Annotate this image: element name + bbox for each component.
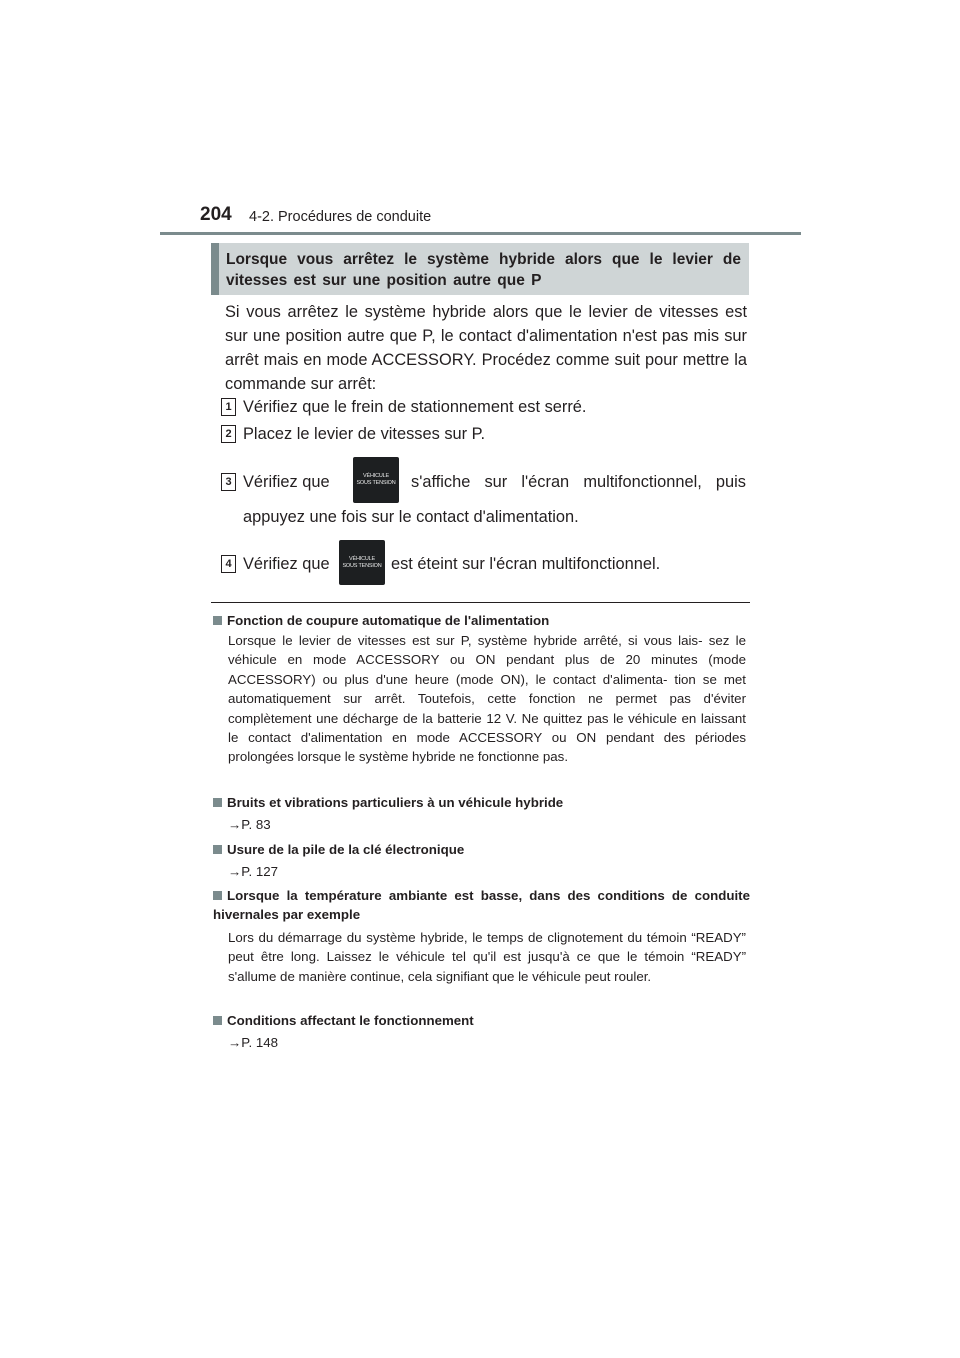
square-bullet-icon [213, 891, 222, 900]
page-reference: →P. 127 [228, 864, 279, 879]
note-title: Conditions affectant le fonctionnement [227, 1013, 474, 1028]
note-body: Lors du démarrage du système hybride, le temps de clignotement du témoin “READY” peut être long. Laissez le véhicule tel qu'il est jusqu'à ce que le témoin “READY” s'allume de manière continue, cela signifiant que le véhicule peut rouler. [228, 930, 746, 984]
note-title: Usure de la pile de la clé électronique [227, 842, 465, 857]
note-title: Fonction de coupure automatique de l'alimentation [227, 613, 550, 628]
header-divider [160, 232, 801, 235]
display-line-1: VÉHICULE [363, 473, 389, 479]
step-text-2: Placez le levier de vitesses sur P. [243, 425, 486, 443]
section-banner [211, 243, 749, 295]
page-reference: →P. 83 [228, 817, 271, 832]
vehicle-powered-display-icon [353, 457, 399, 503]
step-text-4-before: Vérifiez que [243, 555, 330, 573]
square-bullet-icon [213, 1016, 222, 1025]
display-line-1: VÉHICULE [349, 555, 375, 562]
step-text-3-line2: appuyez une fois sur le contact d'alimentation. [243, 508, 579, 526]
step-text-3-before: Vérifiez que [243, 473, 330, 491]
section-title: 4-2. Procédures de conduite [249, 209, 432, 225]
step-number-2: 2 [221, 425, 236, 443]
step-text-4-after: est éteint sur l'écran multifonctionnel. [391, 555, 661, 573]
note-heading [213, 611, 750, 630]
note-heading [213, 886, 750, 924]
step-number-3: 3 [221, 473, 236, 491]
square-bullet-icon [213, 845, 222, 854]
note-heading [213, 793, 750, 812]
display-line-2: SOUS TENSION [342, 562, 382, 569]
square-bullet-icon [213, 616, 222, 625]
square-bullet-icon [213, 798, 222, 807]
note-title: Lorsque la température ambiante est basse, dans des conditions de conduite hivernales par exemple [213, 888, 750, 922]
display-line-2: SOUS TENSION [356, 480, 396, 486]
note-title: Bruits et vibrations particuliers à un véhicule hybride [227, 795, 564, 810]
note-body: Lorsque le levier de vitesses est sur P, système hybride arrêté, si vous lais- sez le véhicule en mode ACCESSORY ou ON pendant plus de 20 minutes (mode ACCESSORY) ou plus d'une heure (mode ON), le contact d'alimenta- tion se met automatiquement sur arrêt. Toutefois, cette fonction ne permet pas d'éviter complètement une décharge de la batterie 12 V. Ne quittez pas le véhicule en laissant le contact d'alimentation en mode ACCESSORY ou ON pendant des périodes prolongées lorsque le système hybride ne fonctionne pas. [228, 633, 746, 765]
intro-paragraph: Si vous arrêtez le système hybride alors que le levier de vitesses est sur une position autre que P, le contact d'alimentation n'est pas mis sur arrêt mais en mode ACCESSORY. Procédez comme suit pour mettre la commande sur arrêt: [225, 303, 747, 393]
vehicle-powered-display-icon [339, 540, 385, 585]
page-number: 204 [200, 204, 232, 225]
step-number-4: 4 [221, 555, 236, 573]
notes-divider [211, 602, 750, 603]
step-text-1: Vérifiez que le frein de stationnement est serré. [243, 398, 587, 416]
step-number-1: 1 [221, 398, 236, 416]
note-heading [213, 840, 750, 859]
page-reference: →P. 148 [228, 1035, 279, 1050]
note-heading [213, 1011, 750, 1030]
banner-title: Lorsque vous arrêtez le système hybride alors que le levier de vitesses est sur une position autre que P [226, 251, 741, 289]
step-text-3-after: s'affiche sur l'écran multifonctionnel, puis [411, 473, 746, 491]
